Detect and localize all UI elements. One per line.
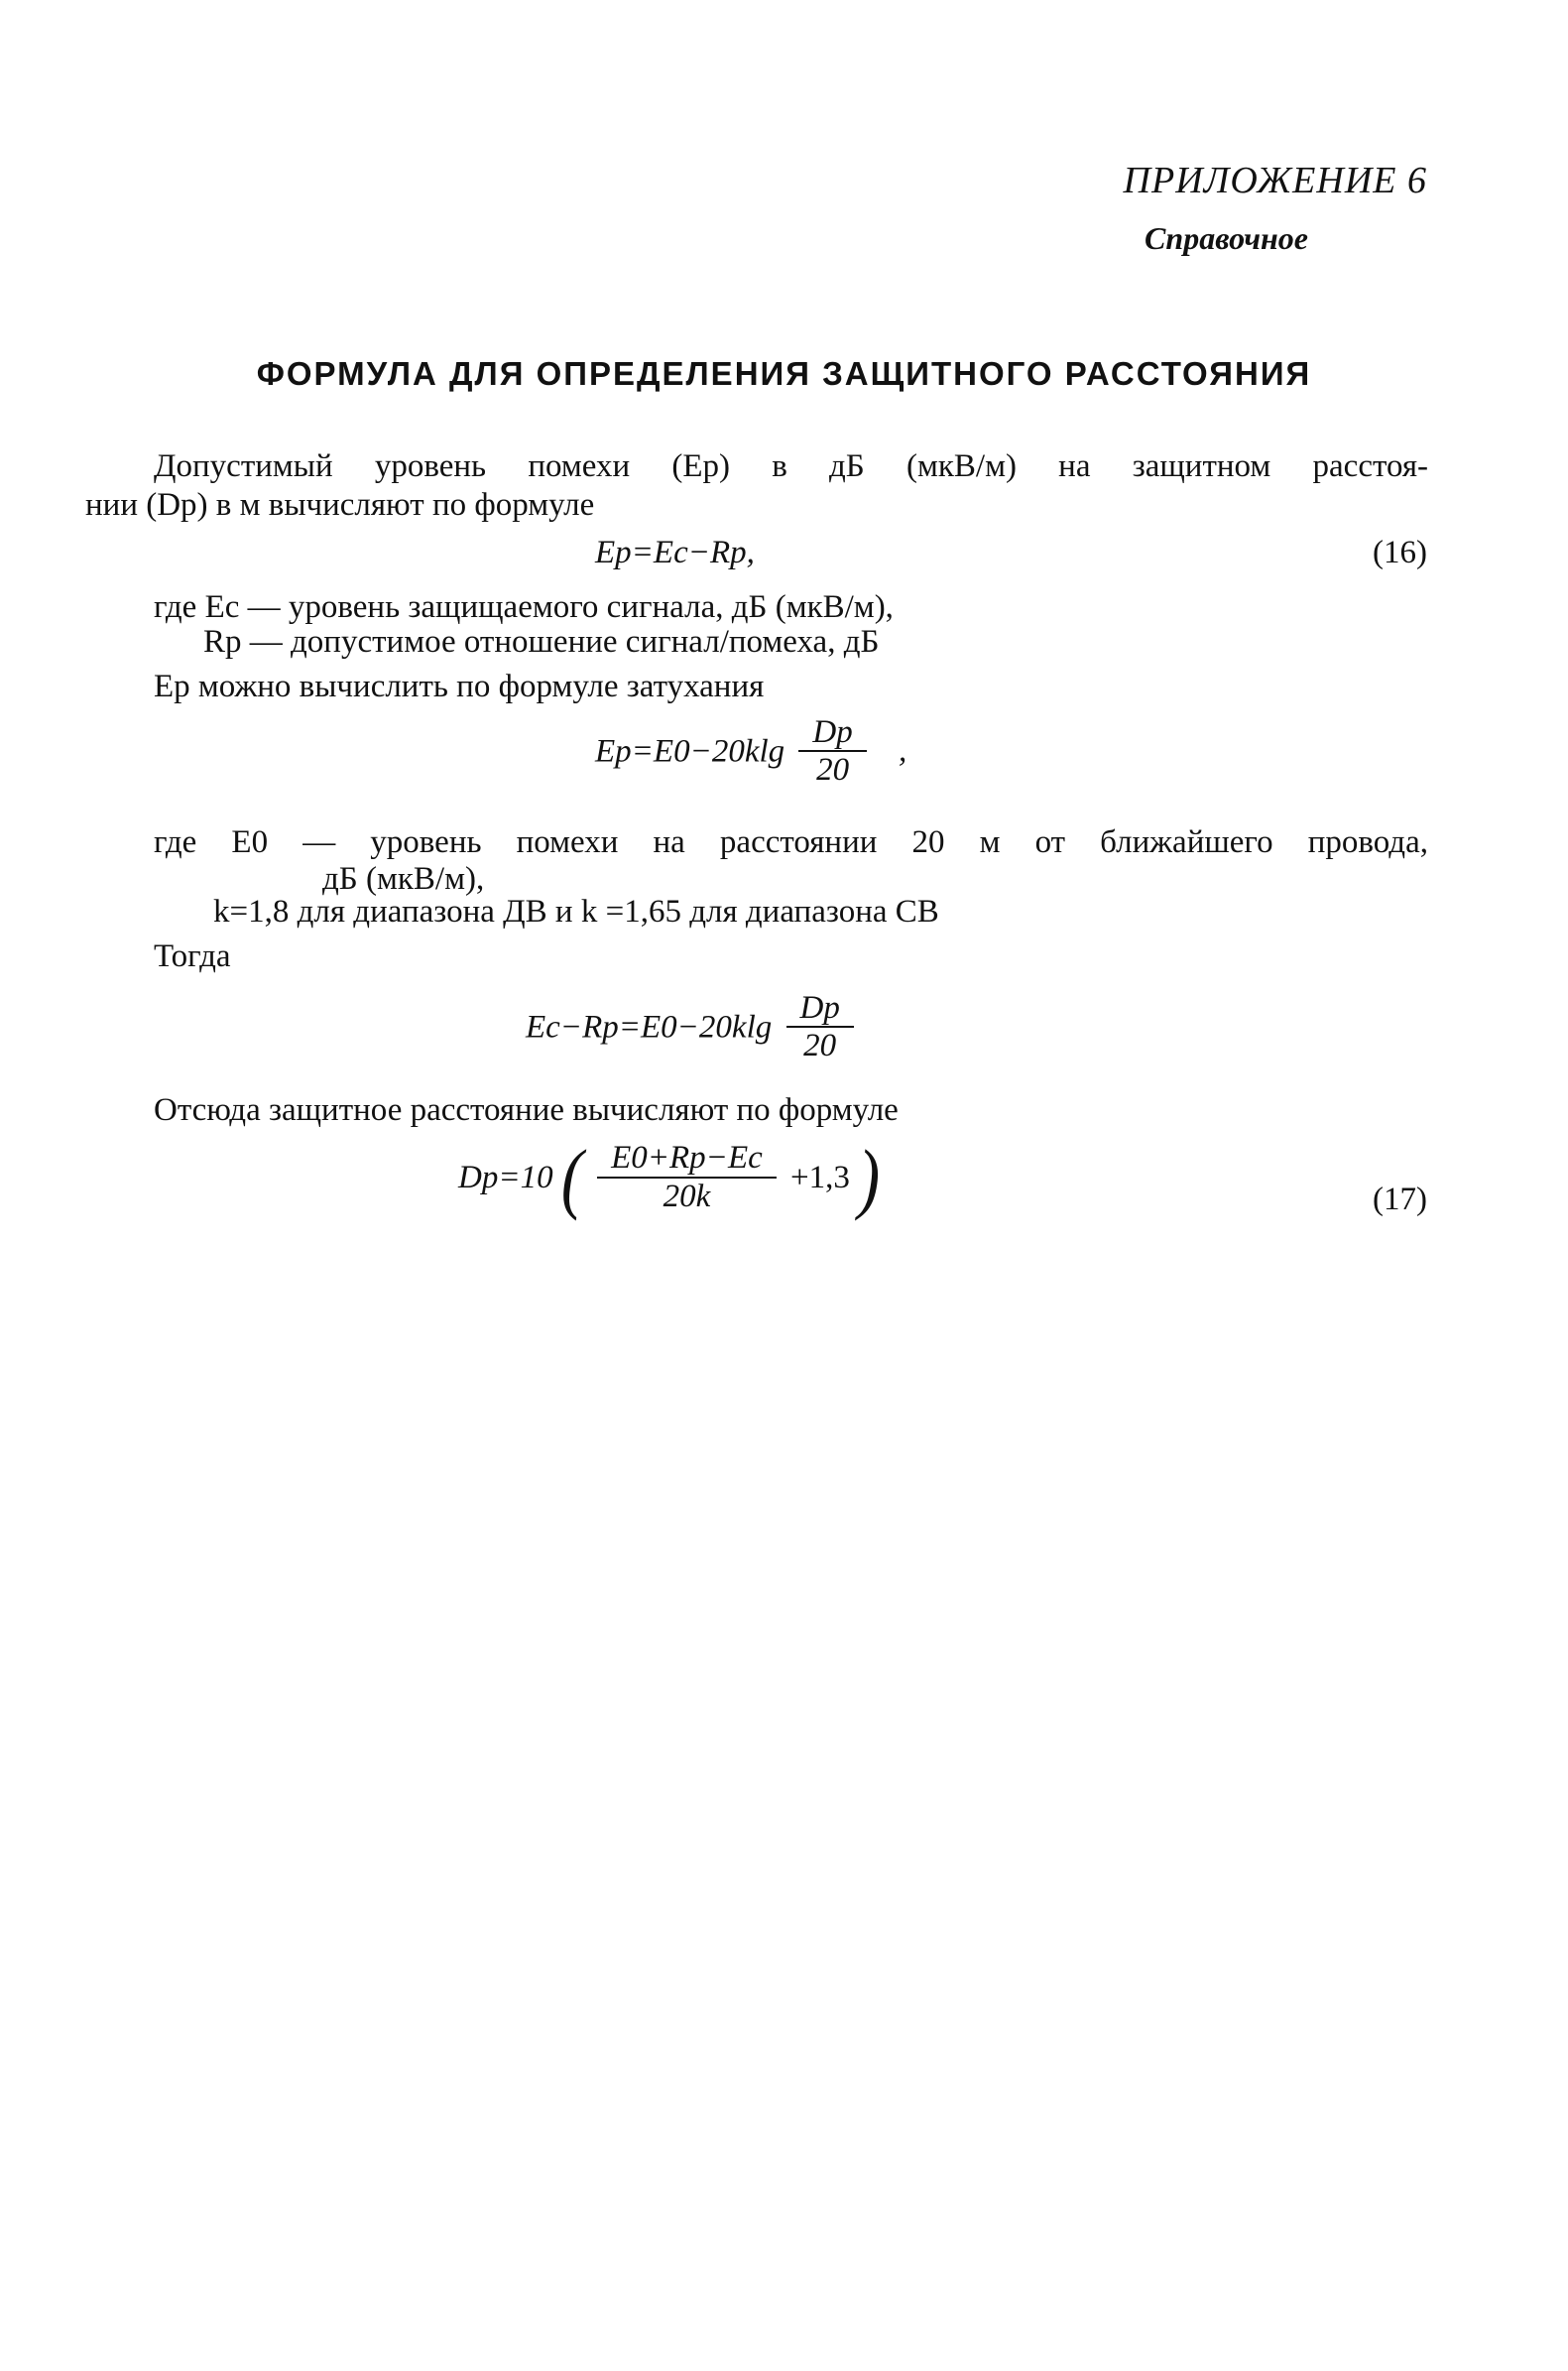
- equation-attenuation-trail: ,: [899, 733, 907, 770]
- equation-then-left: Ec−Rp=E0−20klg: [526, 1009, 773, 1046]
- where-2-line-3: k=1,8 для диапазона ДВ и k =1,65 для диапазона СВ: [213, 894, 939, 930]
- equation-17-number: (17): [1373, 1182, 1427, 1217]
- equation-17-left: Dp=10: [458, 1159, 553, 1195]
- where-1-line-2: Rр — допустимое отношение сигнал/помеха, дБ: [203, 624, 880, 660]
- equation-then: [526, 990, 860, 1065]
- equation-17: [458, 1134, 881, 1222]
- equation-16-number: (16): [1373, 535, 1427, 570]
- intro-line-2: нии (Dр) в м вычисляют по формуле: [85, 487, 595, 523]
- then-label: Тогда: [154, 938, 231, 974]
- equation-17-numerator: E0+Rp−Ec: [597, 1140, 777, 1178]
- intro-line-1: Допустимый уровень помехи (Eр) в дБ (мкВ/м) на защитном расстоя-: [154, 448, 1428, 484]
- hence-line: Отсюда защитное расстояние вычисляют по формуле: [154, 1092, 899, 1128]
- where-2-line-1: где E0 — уровень помехи на расстоянии 20 м от ближайшего провода,: [154, 824, 1428, 860]
- appendix-label: ПРИЛОЖЕНИЕ 6: [1123, 160, 1427, 201]
- equation-attenuation-left: Ep=E0−20klg: [595, 733, 785, 770]
- right-paren-icon: ): [858, 1134, 881, 1222]
- left-paren-icon: (: [560, 1134, 583, 1222]
- equation-attenuation-numerator: Dp: [798, 714, 866, 752]
- page-title: ФОРМУЛА ДЛЯ ОПРЕДЕЛЕНИЯ ЗАЩИТНОГО РАССТОЯНИЯ: [256, 355, 1312, 392]
- equation-16: Ep=Ec−Rp,: [595, 535, 755, 570]
- appendix-type: Справочное: [1145, 220, 1308, 256]
- equation-then-numerator: Dp: [786, 990, 854, 1028]
- equation-17-addend: +1,3: [790, 1159, 850, 1195]
- equation-then-denominator: 20: [803, 1028, 837, 1064]
- equation-attenuation-fraction: [798, 714, 866, 790]
- where-2-line-2: дБ (мкВ/м),: [322, 861, 485, 897]
- equation-17-fraction: [597, 1140, 777, 1215]
- equation-17-denominator: 20k: [663, 1178, 711, 1214]
- where-1-line-1: где Eс — уровень защищаемого сигнала, дБ (мкВ/м),: [154, 589, 894, 625]
- equation-attenuation: [595, 714, 906, 790]
- equation-attenuation-denominator: 20: [816, 752, 850, 789]
- attenuation-intro: Eр можно вычислить по формуле затухания: [154, 669, 765, 704]
- equation-then-fraction: [786, 990, 854, 1065]
